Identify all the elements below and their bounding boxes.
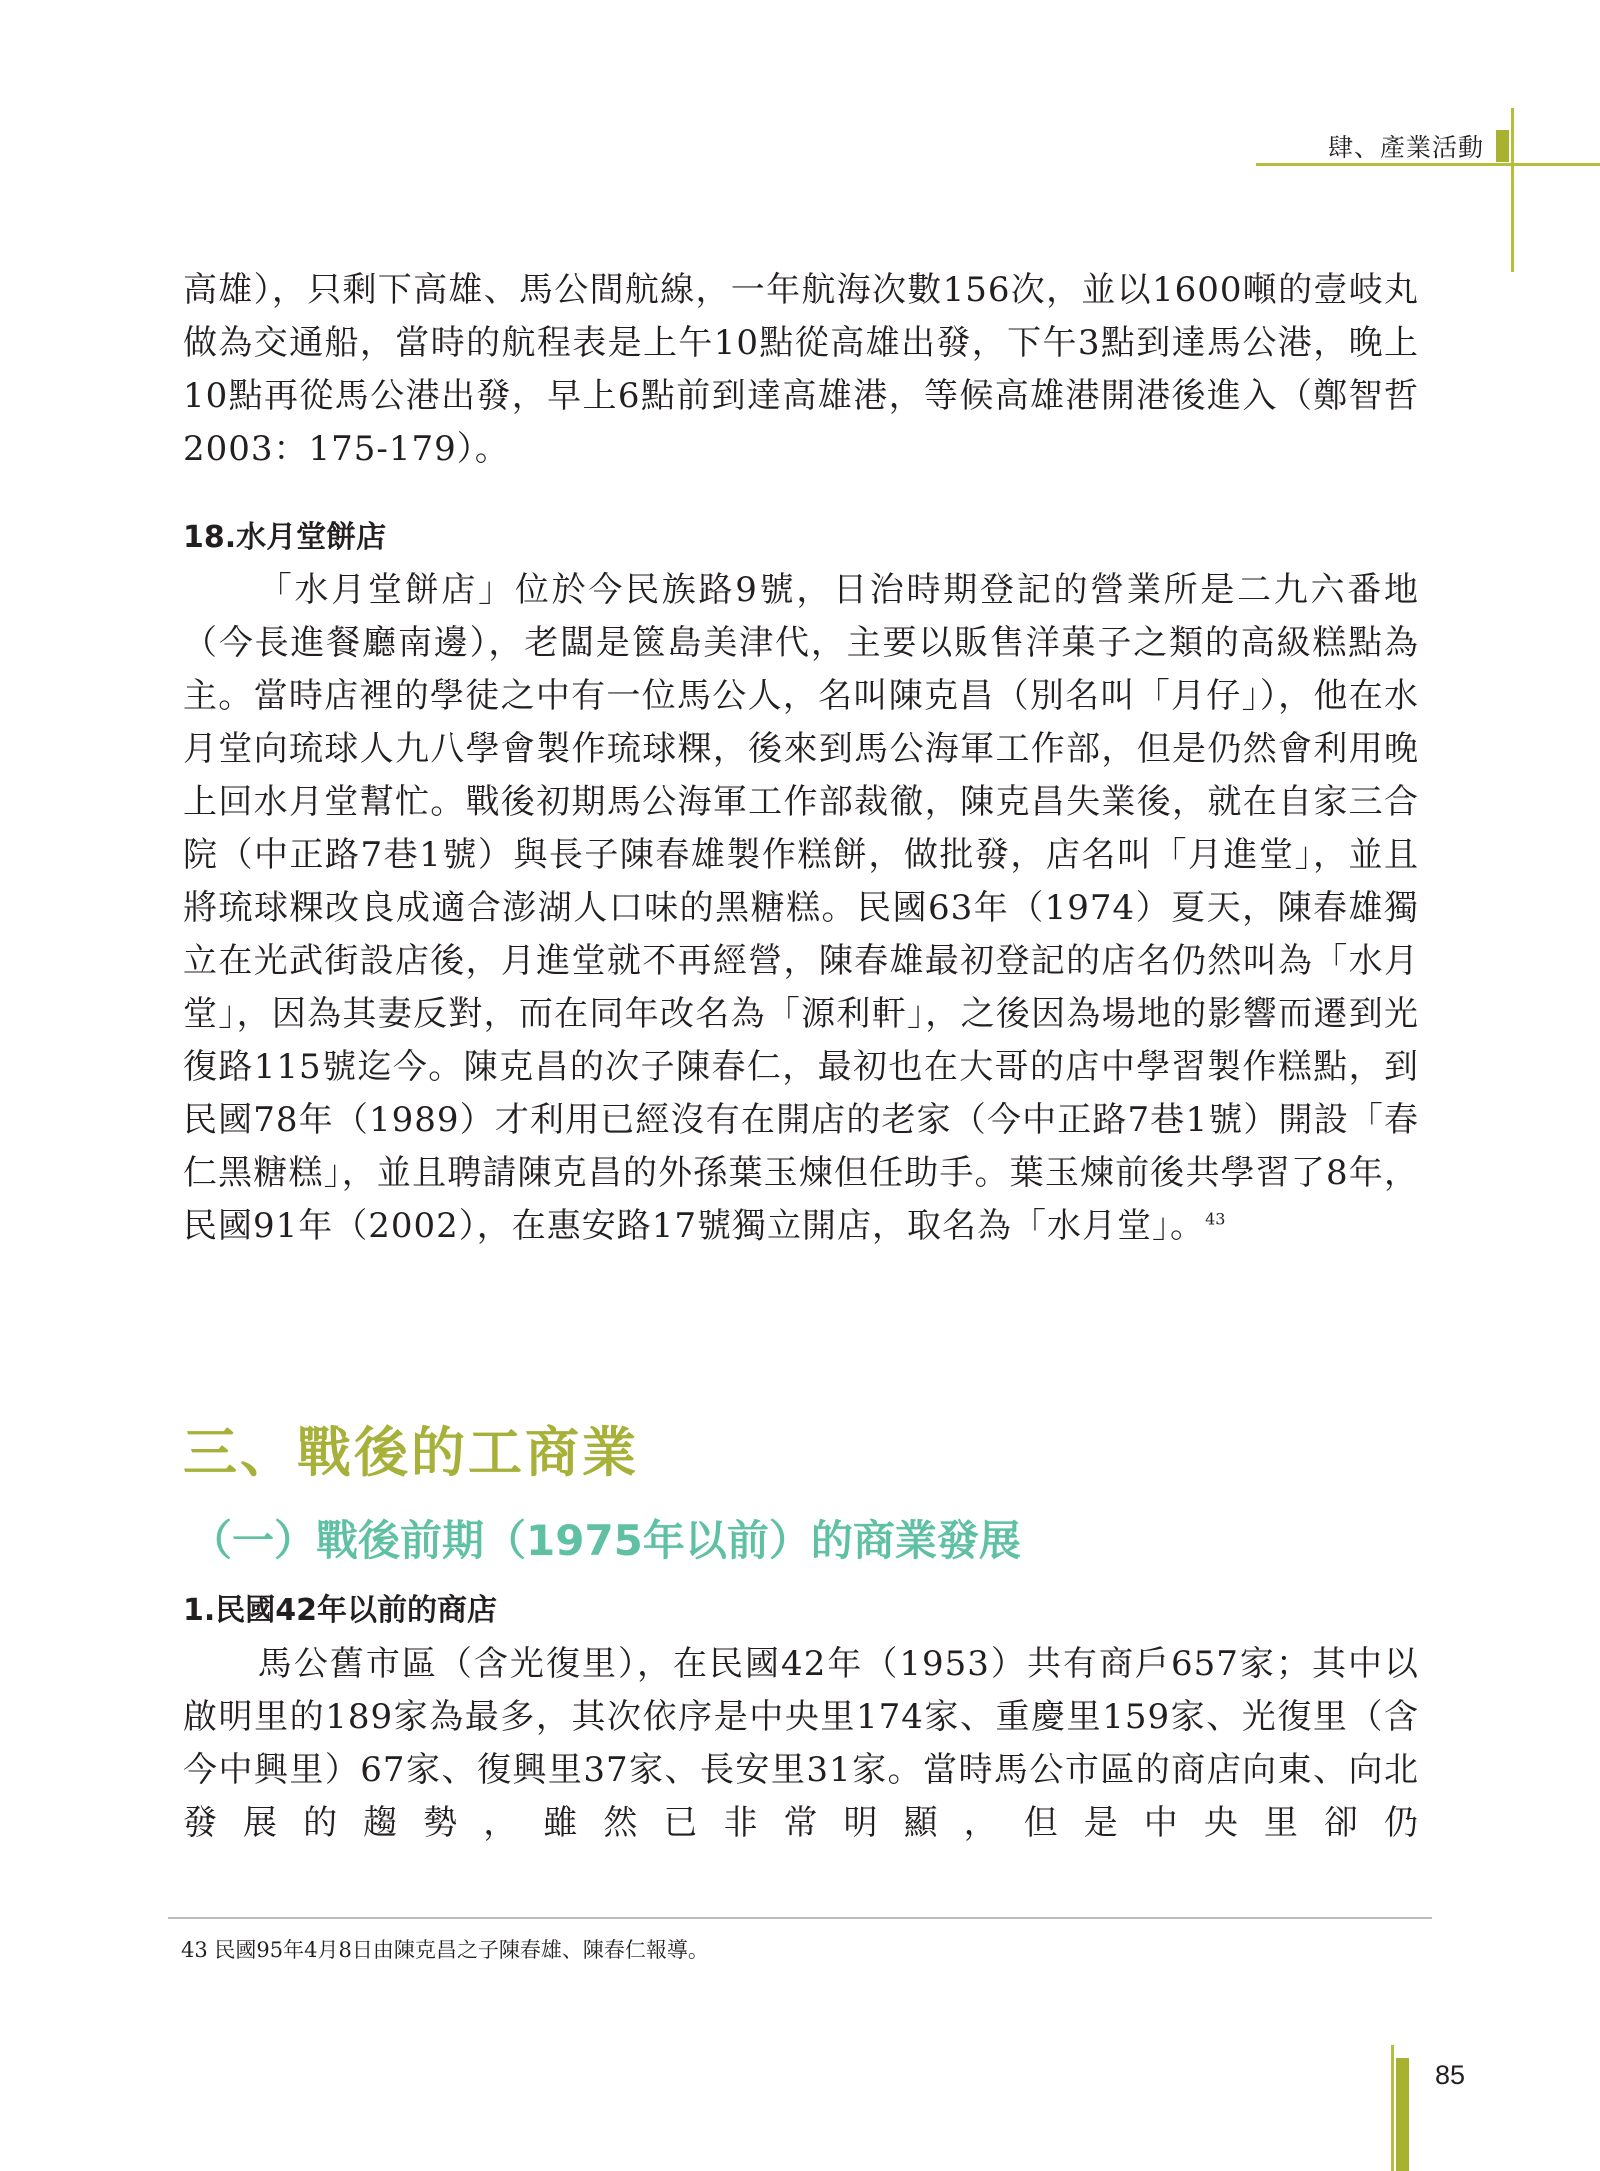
footnote-divider (168, 1917, 1432, 1919)
section-heading: 三、戰後的工商業 (183, 1420, 639, 1484)
header-vertical-rule (1511, 108, 1514, 272)
paragraph-shuiyuetang-text: 「水月堂餅店」位於今民族路9號，日治時期登記的營業所是二九六番地（今長進餐廳南邊），老闆是篋島美津代，主要以販售洋菓子之類的高級糕點為主。當時店裡的學徒之中有一位馬公人，名叫陳克昌（別名叫「月仔」），他在水月堂向琉球人九八學會製作琉球粿，後來到馬公海軍工作部，但是仍然會利用晚上回水月堂幫忙。戰後初期馬公海軍工作部裁徹，陳克昌失業後，就在自家三合院（中正路7巷1號）與長子陳春雄製作糕餅，做批發，店名叫「月進堂」，並且將琉球粿改良成適合澎湖人口味的黑糖糕。民國63年（1974）夏天，陳春雄獨立在光武街設店後，月進堂就不再經營，陳春雄最初登記的店名仍然叫為「水月堂」，因為其妻反對，而在同年改名為「源利軒」，之後因為場地的影響而遷到光復路115號迄今。陳克昌的次子陳春仁，最初也在大哥的店中學習製作糕點，到民國78年（1989）才利用已經沒有在開店的老家（今中正路7巷1號）開設「春仁黑糖糕」，並且聘請陳克昌的外孫葉玉煉但任助手。葉玉煉前後共學習了8年，民國91年（2002），在惠安路17號獨立開店，取名為「水月堂」。 (183, 570, 1419, 1246)
subheading-shuiyuetang: 18.水月堂餅店 (183, 520, 387, 555)
footer-vertical-rule (1391, 2045, 1394, 2171)
subsection-heading: （一）戰後前期（1975年以前）的商業發展 (190, 1516, 1021, 1565)
paragraph-shipping: 高雄），只剩下高雄、馬公間航線，一年航海次數156次，並以1600噸的壹岐丸做為交通船，當時的航程表是上午10點從高雄出發，下午3點到達馬公港，晚上10點再從馬公港出發，早上6點前到達高雄港，等候高雄港開港後進入（鄭智哲 2003：175-179）。 (183, 270, 1419, 469)
running-header: 肆、產業活動 (1327, 133, 1484, 162)
subheading-pre-1953-shops: 1.民國42年以前的商店 (183, 1593, 498, 1628)
footer-accent-block (1396, 2058, 1409, 2171)
page-number: 85 (1435, 2060, 1466, 2090)
footnote-ref-43[interactable]: 43 (1205, 1209, 1226, 1229)
paragraph-shops: 馬公舊市區（含光復里），在民國42年（1953）共有商戶657家；其中以啟明里的189家為最多，其次依序是中央里174家、重慶里159家、光復里（含今中興里）67家、復興里37家、長安里31家。當時馬公市區的商店向東、向北發展的趨勢，雖然已非常明顯，但是中央里卻仍 (183, 1644, 1419, 1843)
header-accent-block (1496, 130, 1509, 162)
paragraph-shuiyuetang (183, 564, 1419, 1253)
footnote-43: 43 民國95年4月8日由陳克昌之子陳春雄、陳春仁報導。 (181, 1938, 709, 1962)
